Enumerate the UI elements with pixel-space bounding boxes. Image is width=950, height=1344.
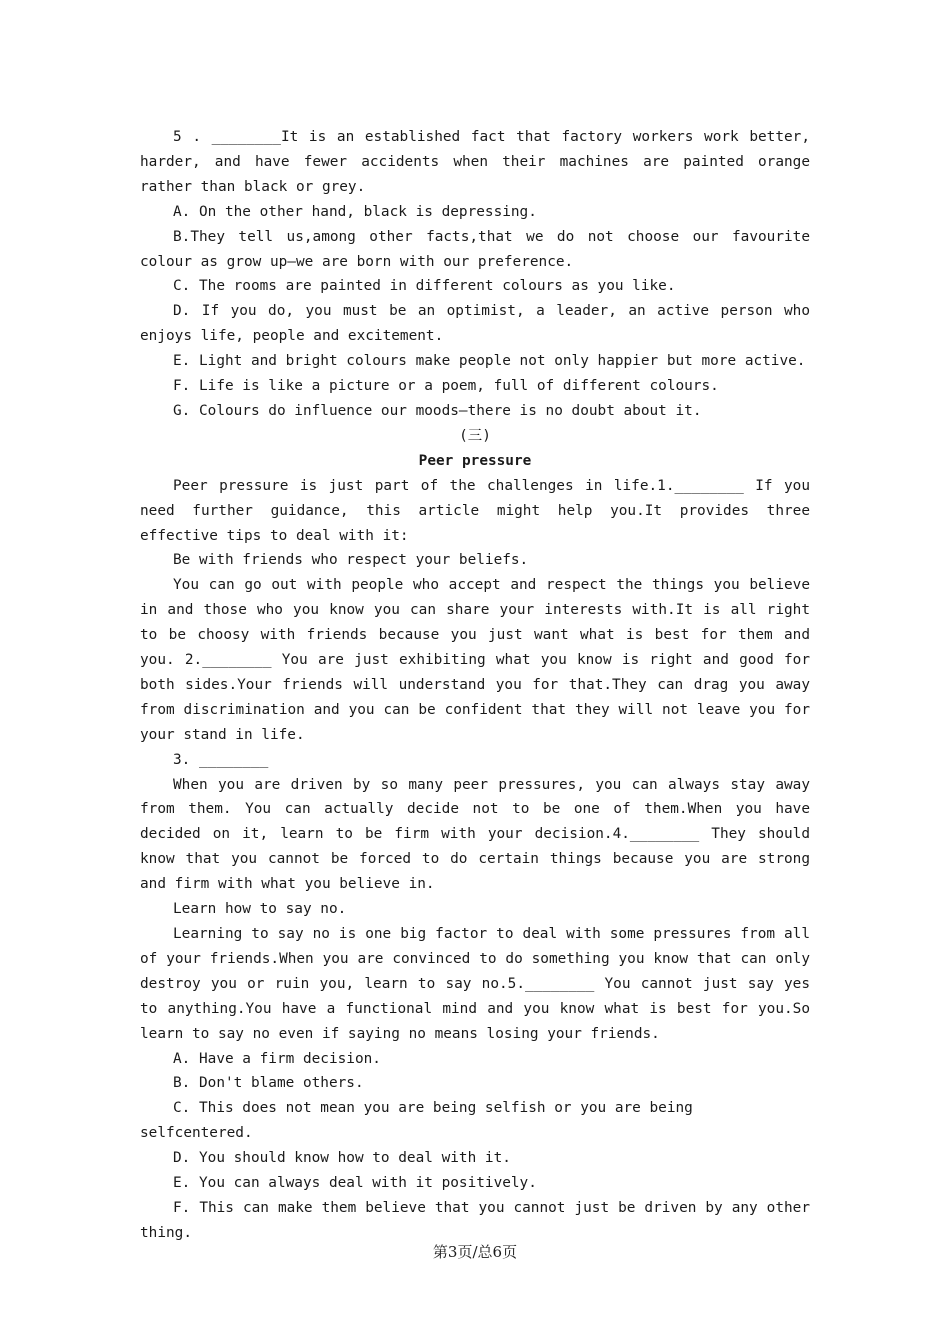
option-f: F. This can make them believe that you cannot just be driven by any other thing. bbox=[140, 1199, 810, 1241]
option-a: A. Have a firm decision. bbox=[173, 1050, 381, 1067]
tip-heading-blank-3: 3. ________ bbox=[173, 751, 269, 768]
option-d: D. If you do, you must be an optimist, a leader, an active person who enjoys life, people and excitement. bbox=[140, 303, 810, 345]
question-5: 5 . ________It is an established fact that factory workers work better, harder, and have fewer accidents when their machines are painted orange rather than black or grey. bbox=[140, 129, 810, 195]
tip-heading-1: Be with friends who respect your beliefs. bbox=[173, 552, 529, 569]
paragraph-tip-1: You can go out with people who accept and respect the things you believe in and those who you know you can share your interests with.It is all right to be choosy with friends because you just want what is best for them and you. 2.________ You are just exhibiting what you know is right and good for both sides.Your friends will understand you for that.They can drag you away from discrimination and you can be confident that they will not leave you for your stand in life. bbox=[140, 577, 810, 743]
paragraph-intro: Peer pressure is just part of the challenges in life.1.________ If you need further guidance, this article might help you.It provides three effective tips to deal with it: bbox=[140, 477, 810, 544]
option-d: D. You should know how to deal with it. bbox=[173, 1150, 511, 1167]
document-page bbox=[140, 125, 810, 1246]
paragraph-tip-2: When you are driven by so many peer pressures, you can always stay away from them. You can actually decide not to be one of them.When you have decided on it, learn to be firm with your decision.4.________ They should know that you cannot be forced to do certain things because you are strong and firm with what you believe in. bbox=[140, 776, 810, 893]
option-e: E. You can always deal with it positively. bbox=[173, 1175, 537, 1192]
option-c: C. The rooms are painted in different colours as you like. bbox=[173, 278, 676, 295]
option-c: C. This does not mean you are being selfish or you are being selfcentered. bbox=[140, 1100, 693, 1142]
tip-heading-3: Learn how to say no. bbox=[173, 901, 347, 918]
paragraph-tip-3: Learning to say no is one big factor to deal with some pressures from all of your friends.When you are convinced to do something you know that can only destroy you or ruin you, learn to say no.5.________ You cannot just say yes to anything.You have a functional mind and you know what is best for you.So learn to say no even if saying no means losing your friends. bbox=[140, 926, 810, 1042]
section-number: (三) bbox=[459, 427, 491, 444]
option-b: B. Don't blame others. bbox=[173, 1075, 364, 1092]
option-a: A. On the other hand, black is depressing. bbox=[173, 203, 537, 220]
page-footer: 第3页/总6页 bbox=[432, 1243, 518, 1261]
option-b: B.They tell us,among other facts,that we do not choose our favourite colour as grow up—we are born with our preference. bbox=[140, 228, 810, 270]
option-g: G. Colours do influence our moods—there is no doubt about it. bbox=[173, 402, 702, 419]
option-f: F. Life is like a picture or a poem, full of different colours. bbox=[173, 378, 719, 395]
option-e: E. Light and bright colours make people not only happier but more active. bbox=[173, 353, 806, 370]
section-title: Peer pressure bbox=[418, 452, 532, 469]
